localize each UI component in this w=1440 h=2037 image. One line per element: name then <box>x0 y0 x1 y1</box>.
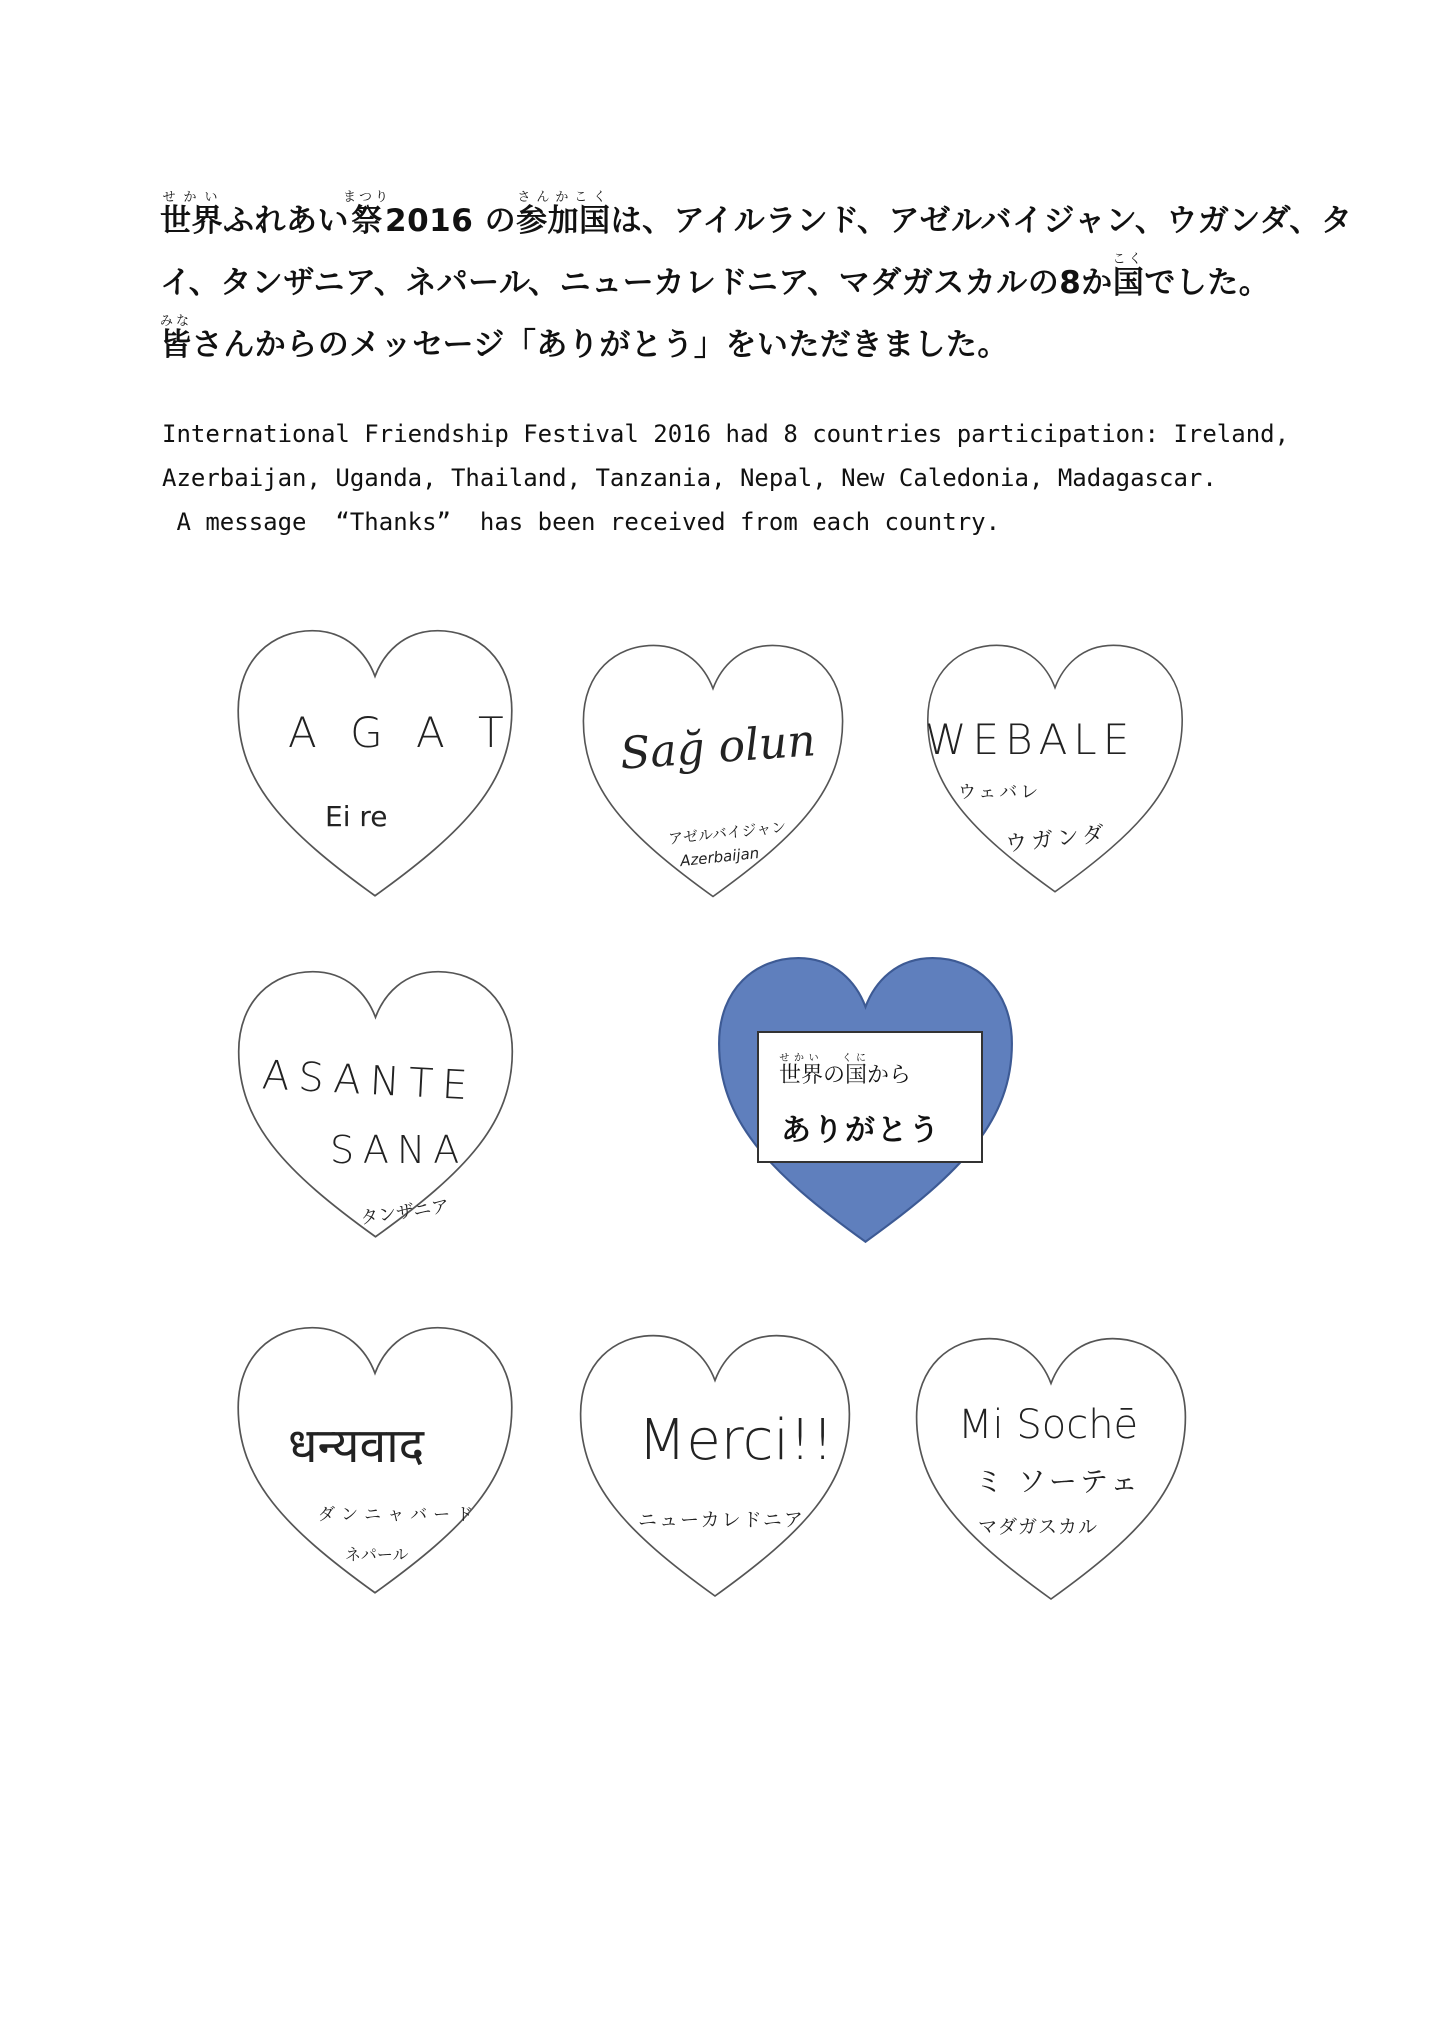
japanese-line-2: イ、タンザニア、ネパール、ニューカレドニア、マダガスカルの8か国こくでした。 <box>160 252 1271 301</box>
nepal-country-jp: ネパール <box>345 1545 409 1564</box>
azerbaijan-country-jp: アゼルバイジャン <box>667 817 788 849</box>
madagascar-message: Mi Sochē <box>958 1402 1139 1448</box>
ruby-center-sekai: 世界せかい <box>779 1053 824 1088</box>
tanzania-message-2: SANA <box>330 1128 468 1172</box>
center-subtitle: 世界せかいの国くにから <box>779 1053 912 1088</box>
ruby-sekai: 世界せかい <box>160 190 223 239</box>
ireland-country: Ei re <box>325 800 388 833</box>
ruby-sankakoku: 参加国さんかこく <box>516 190 611 239</box>
center-thanks-box <box>757 1031 983 1163</box>
japanese-line-3: 皆みなさんからのメッセージ「ありがとう」をいただきました。 <box>160 314 1009 363</box>
ruby-matsuri: 祭まつり <box>343 190 392 239</box>
uganda-reading: ウェバレ <box>958 782 1042 803</box>
japanese-intro <box>160 190 1353 376</box>
ruby-koku: 国こく <box>1112 252 1145 301</box>
tanzania-message-1: ASANTE <box>260 1052 478 1110</box>
heart-uganda-outline <box>905 640 1205 905</box>
nepal-message: धन्यवाद <box>288 1418 425 1474</box>
heart-azerbaijan-outline <box>568 640 858 910</box>
nepal-reading: ダンニャバード <box>318 1505 480 1525</box>
uganda-country-jp: ウガンダ <box>1004 821 1110 858</box>
madagascar-reading: ミ ソーテェ <box>975 1465 1142 1498</box>
new-caledonia-message: Merci!! <box>638 1408 834 1473</box>
english-line-1: International Friendship Festival 2016 had 8 countries participation: Ireland, <box>162 420 1290 448</box>
english-intro <box>162 412 1362 544</box>
azerbaijan-message: Sağ olun <box>618 715 818 780</box>
heart-ireland-outline <box>225 625 525 910</box>
ireland-message: A G A T <box>288 708 514 757</box>
uganda-message: WEBALE <box>925 715 1136 764</box>
ruby-mina: 皆みな <box>160 314 193 363</box>
center-main-text: ありがとう <box>781 1113 941 1148</box>
madagascar-country-jp: マダガスカル <box>978 1516 1099 1538</box>
new-caledonia-country-jp: ニューカレドニア <box>638 1509 805 1531</box>
english-line-3: A message “Thanks” has been received from each country. <box>162 508 1001 536</box>
tanzania-country-jp: タンザニア <box>359 1195 451 1230</box>
ruby-center-kuni: 国くに <box>842 1053 871 1088</box>
english-line-2: Azerbaijan, Uganda, Thailand, Tanzania, Nepal, New Caledonia, Madagascar. <box>162 464 1217 492</box>
azerbaijan-country: Azerbaijan <box>679 843 761 871</box>
japanese-line-1: 世界せかいふれあい祭まつり2016 の参加国さんかこくは、アイルランド、アゼルバイジャン、ウガンダ、タ <box>160 190 1353 239</box>
